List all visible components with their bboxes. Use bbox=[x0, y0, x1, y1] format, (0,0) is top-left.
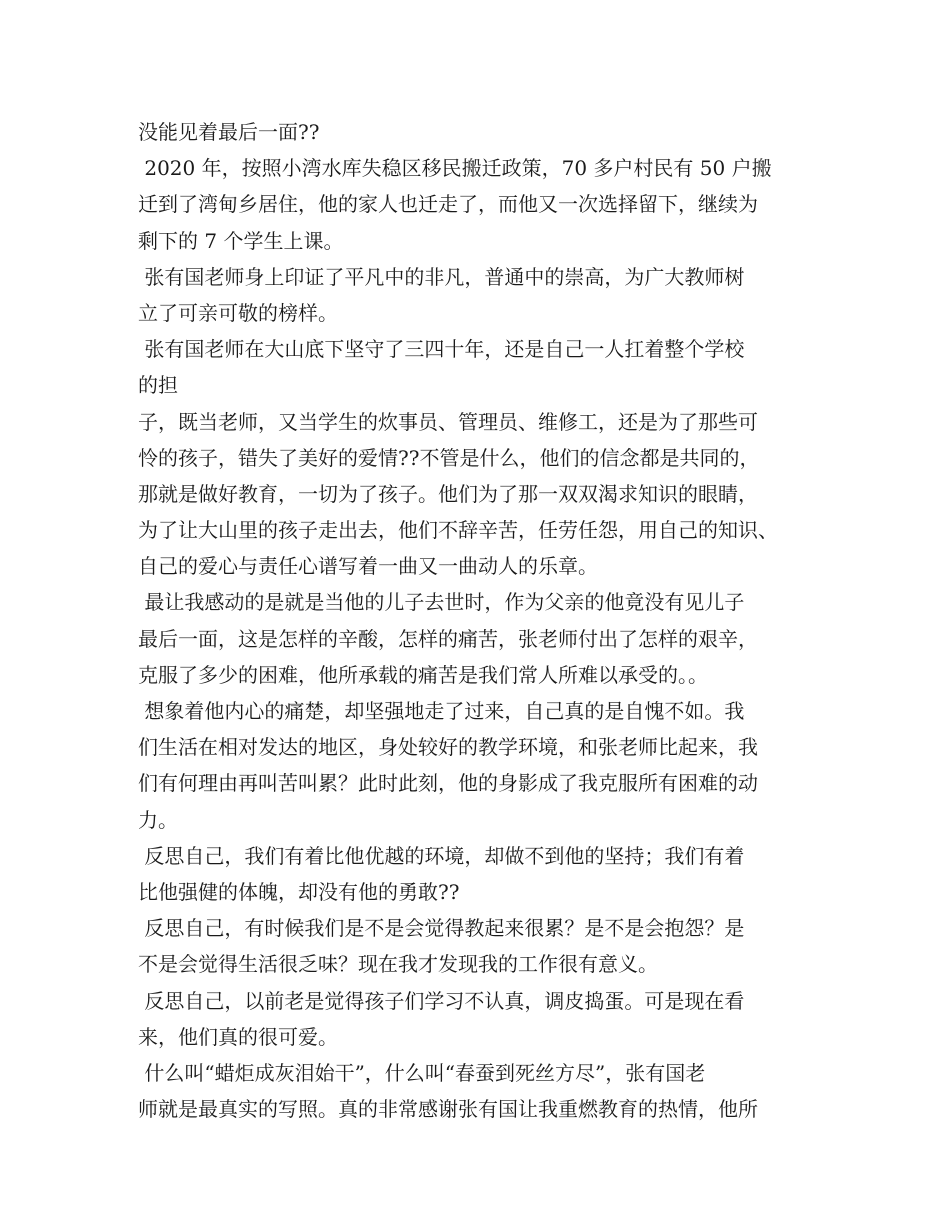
text-line: 没能见着最后一面?? bbox=[138, 120, 320, 144]
text-line: 反思自己，有时候我们是不是会觉得教起来很累？是不是会抱怨？是 bbox=[138, 916, 745, 941]
text-line: 自己的爱心与责任心谱写着一曲又一曲动人的乐章。 bbox=[138, 554, 598, 579]
text-line: 反思自己，以前老是觉得孩子们学习不认真，调皮捣蛋。可是现在看 bbox=[138, 988, 745, 1013]
text-line: 比他强健的体魄，却没有他的勇敢?? bbox=[138, 879, 460, 904]
text-line: 迁到了湾甸乡居住，他的家人也迁走了，而他又一次选择留下，继续为 bbox=[138, 192, 758, 217]
text-line: 子，既当老师，又当学生的炊事员、管理员、维修工，还是为了那些可 bbox=[138, 409, 758, 434]
text-line: 张有国老师在大山底下坚守了三四十年，还是自己一人扛着整个学校 bbox=[138, 337, 745, 362]
text-line: 们生活在相对发达的地区，身处较好的教学环境，和张老师比起来，我 bbox=[138, 735, 758, 760]
text-line: 那就是做好教育，一切为了孩子。他们为了那一双双渴求知识的眼睛， bbox=[138, 481, 758, 506]
text-line: 想象着他内心的痛楚，却坚强地走了过来，自己真的是自愧不如。我 bbox=[138, 699, 745, 723]
text-line: 为了让大山里的孩子走出去，他们不辞辛苦，任劳任怨，用自己的知识、 bbox=[138, 518, 778, 543]
text-line: 2020 年，按照小湾水库失稳区移民搬迁政策，70 多户村民有 50 户搬 bbox=[138, 156, 772, 181]
text-line: 的担 bbox=[138, 373, 178, 398]
text-line: 反思自己，我们有着比他优越的环境，却做不到他的坚持；我们有着 bbox=[138, 843, 745, 868]
text-line: 最后一面，这是怎样的辛酸，怎样的痛苦，张老师付出了怎样的艰辛， bbox=[138, 626, 758, 651]
text-line: 不是会觉得生活很乏味？现在我才发现我的工作很有意义。 bbox=[138, 952, 658, 977]
text-line: 来，他们真的很可爱。 bbox=[138, 1024, 338, 1049]
text-line: 们有何理由再叫苦叫累？此时此刻，他的身影成了我克服所有困难的动 bbox=[138, 771, 758, 796]
text-line: 力。 bbox=[138, 807, 178, 832]
text-line: 怜的孩子，错失了美好的爱情??不管是什么，他们的信念都是共同的， bbox=[138, 445, 760, 470]
text-line: 立了可亲可敬的榜样。 bbox=[138, 300, 338, 325]
text-line: 最让我感动的是就是当他的儿子去世时，作为父亲的他竟没有见儿子 bbox=[138, 590, 745, 615]
text-line: 师就是最真实的写照。真的非常感谢张有国让我重燃教育的热情，他所 bbox=[138, 1097, 758, 1122]
text-line: 克服了多少的困难，他所承载的痛苦是我们常人所难以承受的。。 bbox=[138, 662, 708, 687]
text-line: 什么叫“蜡炬成灰泪始干”，什么叫“春蚕到死丝方尽”，张有国老 bbox=[138, 1060, 706, 1085]
text-line: 剩下的 7 个学生上课。 bbox=[138, 228, 344, 253]
text-line: 张有国老师身上印证了平凡中的非凡，普通中的崇高，为广大教师树 bbox=[138, 264, 745, 289]
document-body bbox=[138, 114, 838, 1127]
